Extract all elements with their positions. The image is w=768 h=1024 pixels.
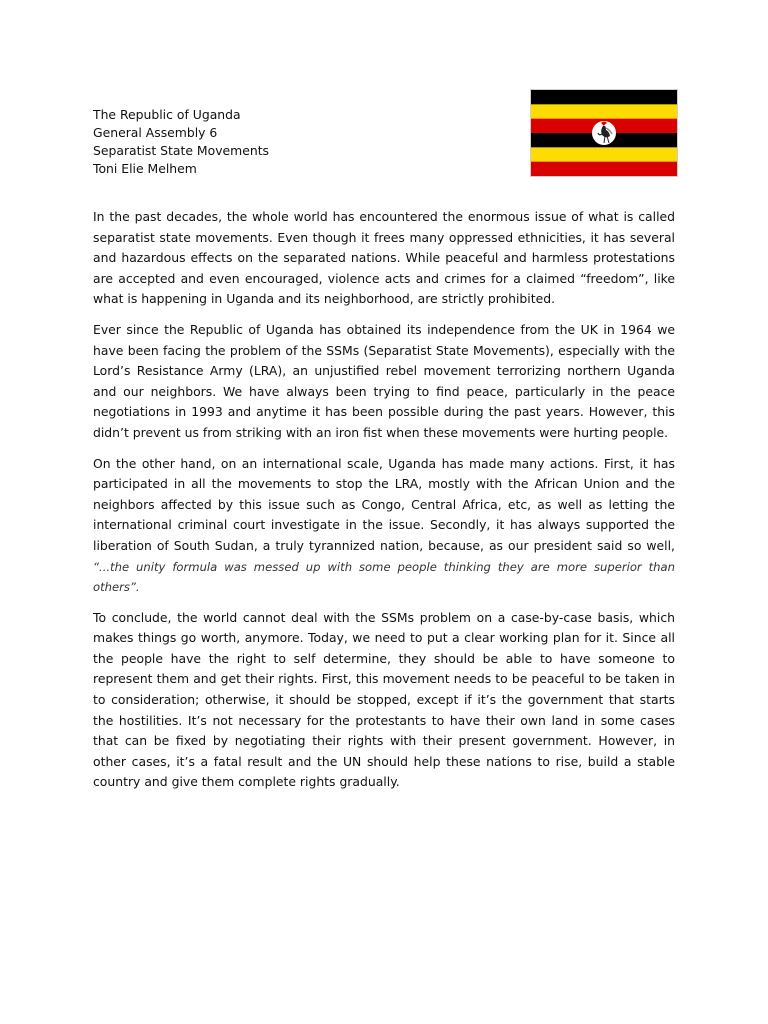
uganda-flag-graphic (531, 90, 677, 176)
paragraph-international-text: On the other hand, on an international scale, Uganda has made many actions. First, it has participated in all the movements to stop the LRA, mostly with the African Union and the neighbors affected by this issue such as Congo, Central Africa, etc, as well as letting the international criminal court investigate in the issue. Secondly, it has always supported the liberation of South Sudan, a truly tyrannized nation, because, as our president said so well, (93, 455, 675, 553)
document-body (93, 207, 675, 803)
topic-title: Separatist State Movements (93, 143, 270, 158)
uganda-flag-image (530, 89, 678, 177)
paragraph-conclusion: To conclude, the world cannot deal with the SSMs problem on a case-by-case basis, which makes things go worth, anymore. Today, we need to put a clear working plan for it. Since all the people have the right to self determine, they should be able to have someone to represent them and get their rights. First, this movement needs to be peaceful to be taken in to consideration; otherwise, it should be stopped, except if it’s the government that starts the hostilities. It’s not necessary for the protestants to have their own land in some cases that can be fixed by negotiating their rights with their present government. However, in other cases, it’s a fatal result and the UN should help these nations to rise, build a stable country and give them complete rights gradually. (93, 609, 675, 790)
paragraph-history: Ever since the Republic of Uganda has obtained its independence from the UK in 1964 we have been facing the problem of the SSMs (Separatist State Movements), especially with the Lord’s Resistance Army (LRA), an unjustified rebel movement terrorizing northern Uganda and our neighbors. We have always been trying to find peace, particularly in the peace negotiations in 1993 and anytime it has been possible during the past years. However, this didn’t prevent us from striking with an iron fist when these movements were hurting people. (93, 321, 675, 440)
president-quote: “...the unity formula was messed up with some people thinking they are more superior than others”. (93, 559, 675, 595)
paragraph-international-actions (93, 454, 675, 598)
flag-stripe (531, 147, 677, 162)
flag-stripe (531, 104, 677, 119)
flag-stripe (531, 162, 677, 176)
author-name: Toni Elie Melhem (93, 161, 197, 176)
flag-stripe (531, 90, 677, 105)
paragraph-introduction: In the past decades, the whole world has encountered the enormous issue of what is called separatist state movements. Even though it frees many oppressed ethnicities, it has several and hazardous effects on the separated nations. While peaceful and harmless protestations are accepted and even encouraged, violence acts and crimes for a claimed “freedom”, like what is happening in Uganda and its neighborhood, are strictly prohibited. (93, 209, 675, 307)
committee-name: General Assembly 6 (93, 125, 218, 140)
document-header (93, 106, 393, 178)
country-name: The Republic of Uganda (93, 107, 241, 122)
